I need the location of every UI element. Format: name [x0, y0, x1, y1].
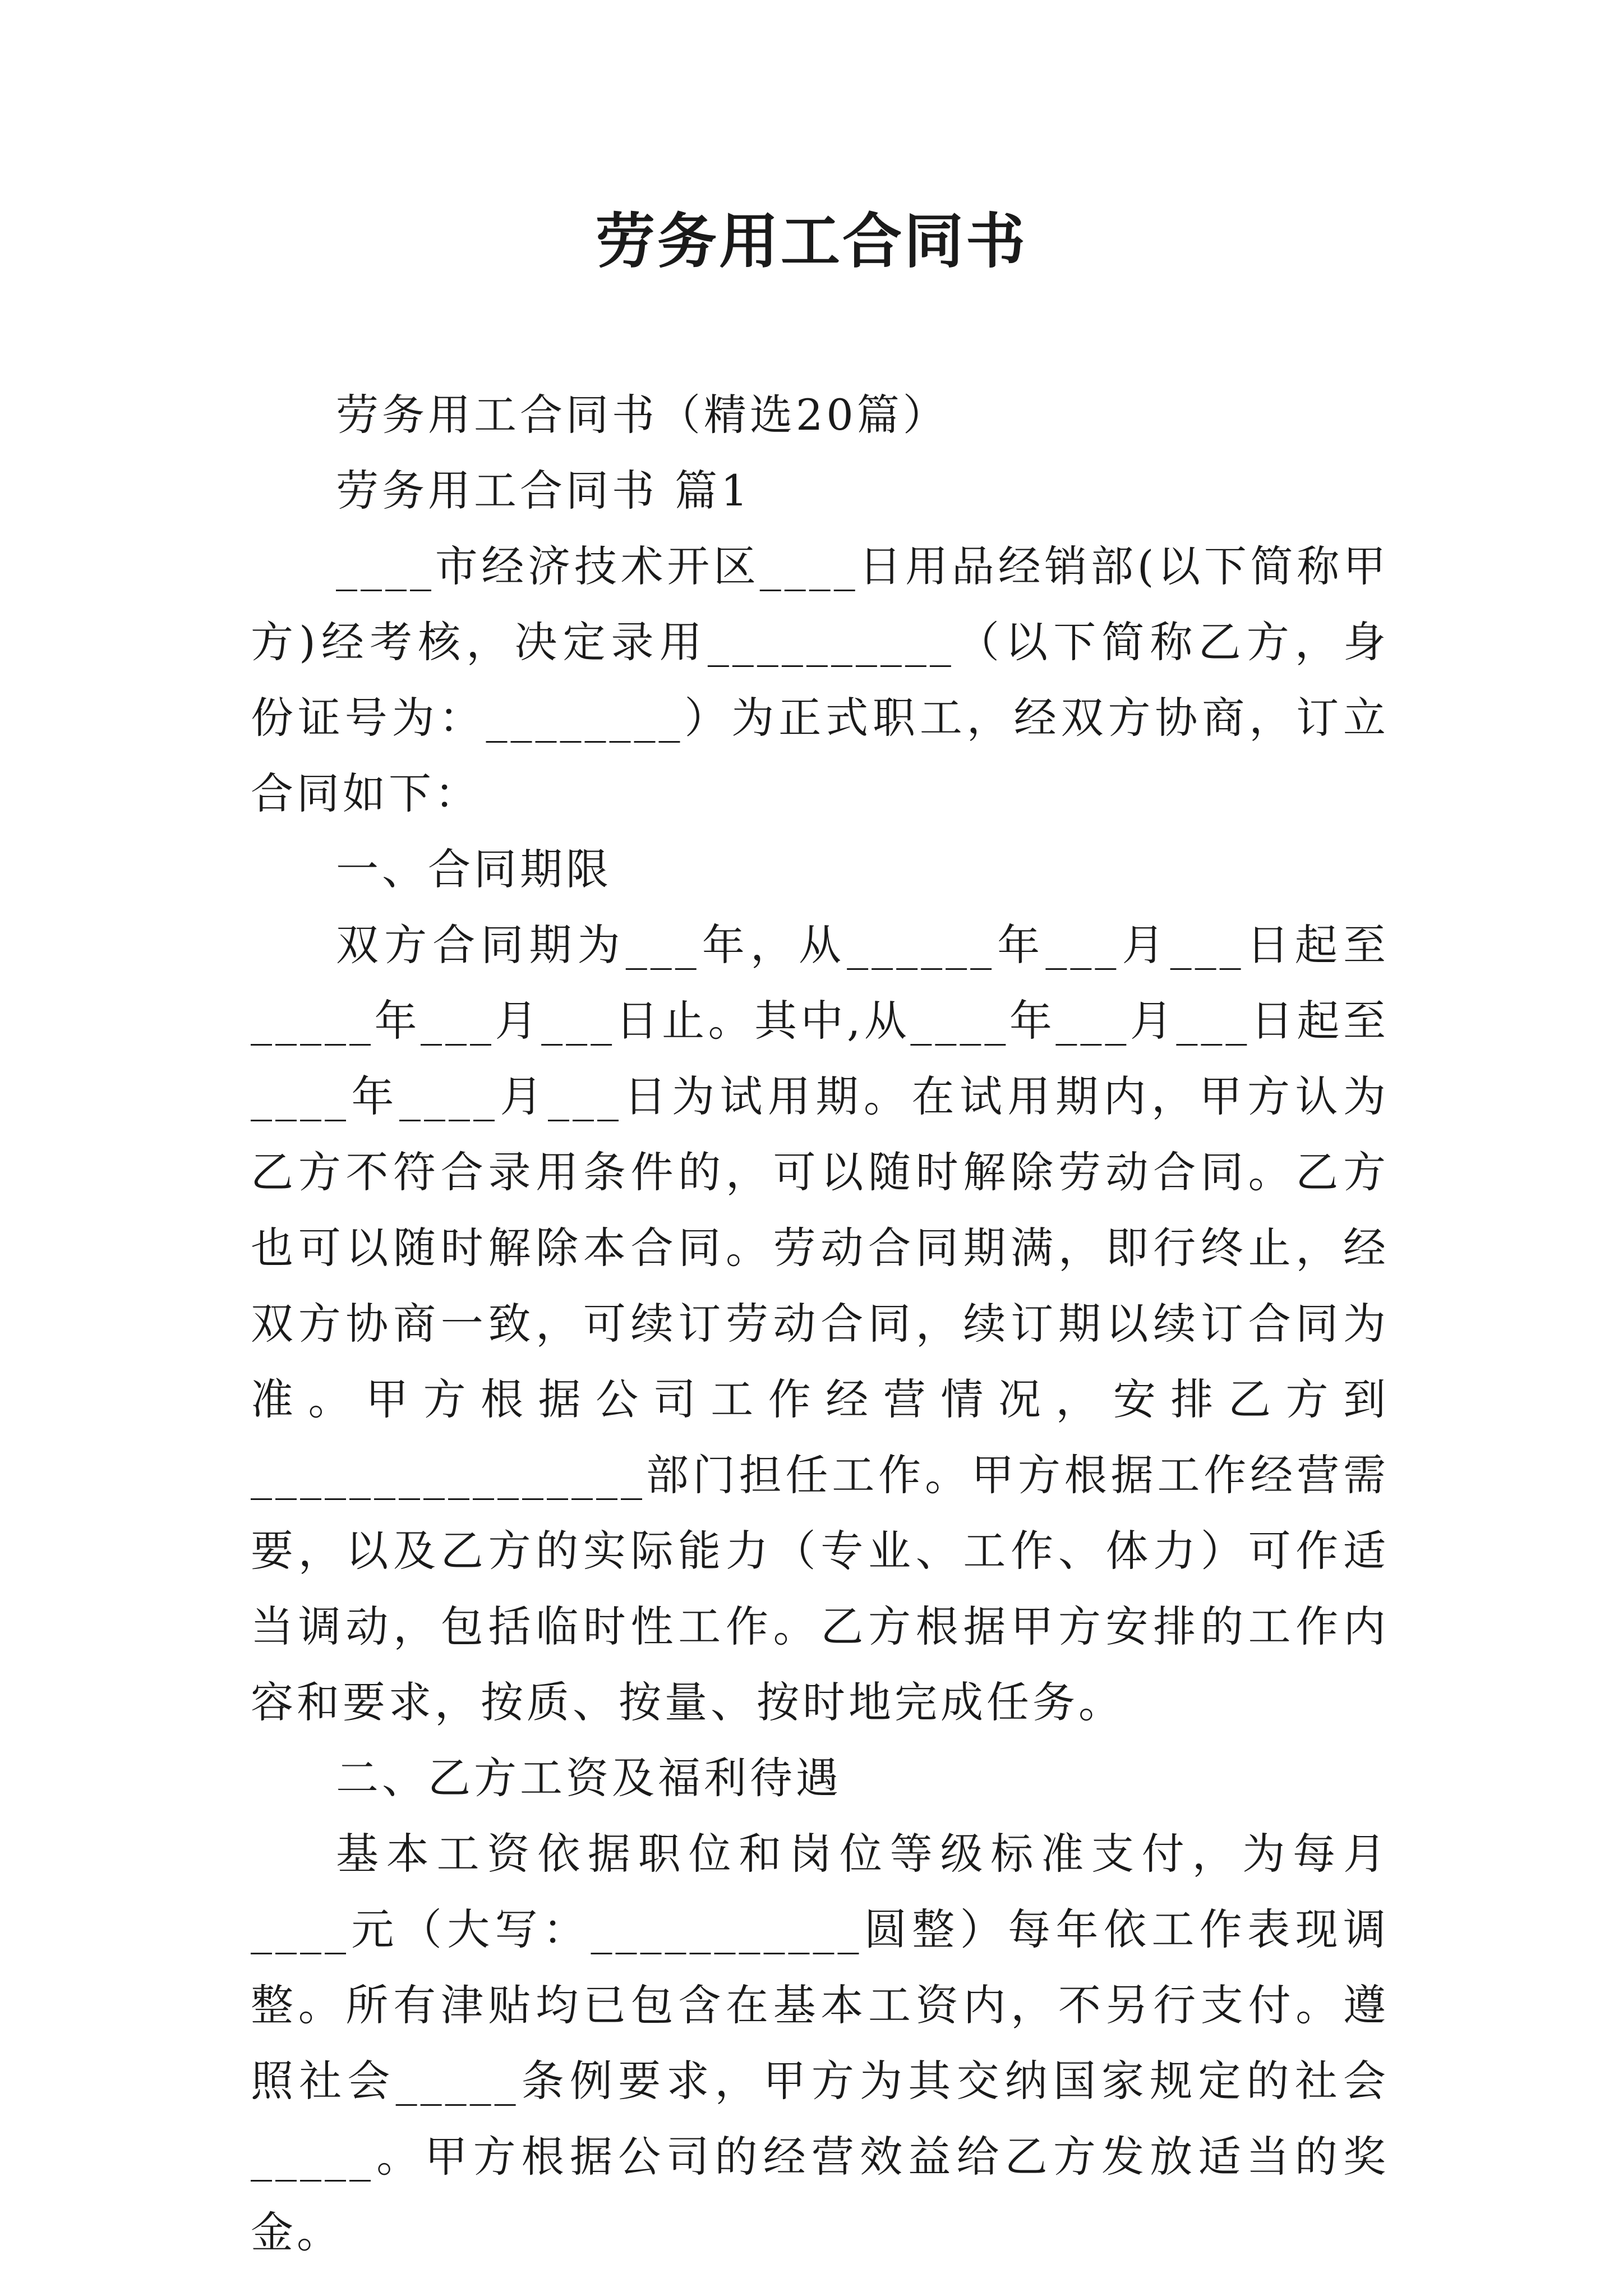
- section-heading-part-1: 劳务用工合同书 篇1: [336, 466, 751, 516]
- contract-term-paragraph: 双方合同期为___年，从______年___月___日起至_____年___月___日止。其中,从____年___月___日起至____年____月___日为试用期。在试用期内，甲方认为乙方不符合录用条件的，可以随时解除劳动合同。乙方也可以随时解除本合同。劳动合同期满，即行终止，经双方协商一致，可续订劳动合同，续订期以续订合同为准。甲方根据公司工作经营情况，安排乙方到________________部门担任工作。甲方根据工作经营需要，以及乙方的实际能力（专业、工作、体力）可作适当调动，包括临时性工作。乙方根据甲方安排的工作内容和要求，按质、按量、按时地完成任务。: [251, 920, 1389, 1727]
- document-body: [251, 377, 1389, 2270]
- contract-intro-paragraph: ____市经济技术开区____日用品经销部(以下简称甲方)经考核，决定录用__________（以下简称乙方，身份证号为：________）为正式职工，经双方协商，订立合同如下：: [251, 541, 1389, 818]
- clause-heading-salary: 二、乙方工资及福利待遇: [336, 1753, 842, 1803]
- subtitle-line: 劳务用工合同书（精选20篇）: [336, 390, 949, 440]
- salary-paragraph: 基本工资依据职位和岗位等级标准支付，为每月____元（大写：___________圆整）每年依工作表现调整。所有津贴均已包含在基本工资内，不另行支付。遵照社会_____条例要求，甲方为其交纳国家规定的社会_____。甲方根据公司的经营效益给乙方发放适当的奖金。: [251, 1829, 1389, 2257]
- document-title: 劳务用工合同书: [596, 206, 1027, 276]
- clause-heading-term: 一、合同期限: [336, 844, 612, 894]
